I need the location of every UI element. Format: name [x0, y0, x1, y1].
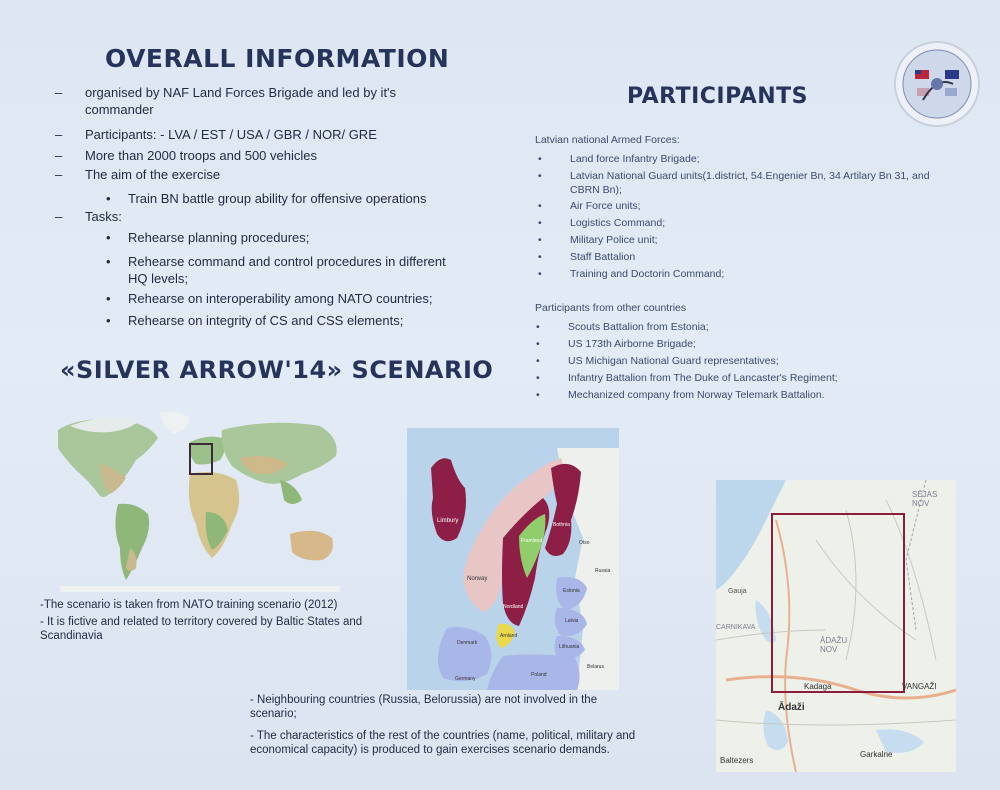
participant-item: • Scouts Battalion from Estonia;	[536, 321, 709, 333]
list-mark: •	[106, 191, 111, 206]
participant-text: Land force Infantry Brigade;	[570, 153, 700, 165]
overview-item-text: Rehearse on integrity of CS and CSS elements;	[128, 313, 404, 328]
participant-item: • Logistics Command;	[538, 217, 666, 229]
map-label-poland: Poland	[531, 672, 547, 678]
participant-text: Latvian National Guard units(1.district, 54.Engenier Bn, 34 Artilary Bn 31, and CBRN Bn);	[570, 170, 930, 196]
scenario-caption-characteristics: - The characteristics of the rest of the countries (name, political, military and economical capacity) is produced to gain exercises scenario demands.	[250, 730, 636, 756]
map-label-kadaga: Kadaga	[804, 682, 832, 691]
adazi-area-map	[716, 480, 956, 772]
overview-item	[55, 147, 485, 164]
participant-item: • Infantry Battalion from The Duke of Lancaster's Regiment;	[536, 372, 838, 384]
map-label-baltezers: Baltezers	[720, 756, 754, 765]
scenario-caption-source: -The scenario is taken from NATO training scenario (2012)	[40, 599, 338, 611]
world-map	[40, 408, 350, 593]
overview-item	[55, 166, 485, 183]
scenario-title: «SILVER ARROW'14» SCENARIO	[60, 356, 494, 384]
participant-item: • Staff Battalion	[538, 251, 636, 263]
map-label-adazu-nov: ĀDAŽU NOV	[820, 636, 848, 654]
list-mark: –	[55, 127, 63, 142]
participant-text: Military Police unit;	[570, 234, 658, 246]
participant-text: US Michigan National Guard representatives;	[568, 355, 779, 367]
list-mark: –	[55, 148, 63, 163]
other-countries-heading: Participants from other countries	[535, 302, 687, 314]
map-label-belarus: Belarus	[587, 664, 604, 670]
map-label-sejas: SĒJAS NOV	[912, 490, 938, 508]
overview-item-text: organised by NAF Land Forces Brigade and led by it's commander	[85, 85, 397, 117]
overview-item-text: Rehearse command and control procedures in different HQ levels;	[128, 254, 446, 286]
overview-item-text: The aim of the exercise	[85, 167, 221, 182]
overview-item-text: Rehearse on interoperability among NATO countries;	[128, 291, 433, 306]
overall-information-title: OVERALL INFORMATION	[105, 44, 450, 73]
list-mark: •	[106, 313, 111, 328]
overview-item	[106, 312, 488, 329]
list-mark: •	[106, 291, 111, 306]
participant-text: Training and Doctorin Command;	[570, 268, 725, 280]
map-label-carnikava: CARNIKAVA	[716, 624, 756, 631]
map-label-limbury: Limbury	[437, 518, 459, 524]
participant-text: Scouts Battalion from Estonia;	[568, 321, 709, 333]
participant-item: • Military Police unit;	[538, 234, 658, 246]
participant-item: • Latvian National Guard units(1.district, 54.Engenier Bn, 34 Artilary Bn 31, and CBRN Bn);	[538, 170, 930, 196]
overview-item-text: Rehearse planning procedures;	[128, 230, 310, 245]
map-label-denmark: Denmark	[457, 640, 478, 646]
scenario-caption-fictive: - It is fictive and related to territory covered by Baltic States and Scandinavia	[40, 616, 363, 642]
participant-text: Mechanized company from Norway Telemark Battalion.	[568, 389, 825, 401]
participant-item: • Land force Infantry Brigade;	[538, 153, 700, 165]
map-label-garkalne: Garkalne	[860, 750, 893, 759]
map-label-latvia: Latvia	[565, 618, 579, 624]
participant-text: Air Force units;	[570, 200, 641, 212]
participant-text: Staff Battalion	[570, 251, 636, 263]
map-label-arnland: Arnland	[500, 633, 518, 639]
map-label-estonia: Estonia	[563, 588, 580, 594]
overview-item	[106, 253, 468, 287]
map-label-otso: Otso	[579, 540, 590, 546]
overview-item	[55, 84, 435, 118]
list-mark: •	[106, 230, 111, 245]
map-label-nordland: Nordland	[503, 604, 524, 610]
overview-item	[55, 126, 485, 143]
participant-item: • US 173th Airborne Brigade;	[536, 338, 696, 350]
overview-item	[106, 190, 488, 207]
map-label-adazi: Ādaži	[778, 702, 805, 713]
participant-item: • Training and Doctorin Command;	[538, 268, 725, 280]
list-mark: –	[55, 209, 63, 224]
participant-item: • Air Force units;	[538, 200, 641, 212]
latvian-forces-heading: Latvian national Armed Forces:	[535, 134, 680, 146]
map-label-norway: Norway	[467, 576, 488, 582]
participant-item: • Mechanized company from Norway Telemark Battalion.	[536, 389, 825, 401]
map-label-vangazi: VANGAŽI	[902, 682, 937, 691]
overview-item-text: Train BN battle group ability for offensive operations	[128, 191, 427, 206]
list-mark: –	[55, 167, 63, 182]
map-label-gauja: Gauja	[728, 588, 747, 595]
participants-title: PARTICIPANTS	[627, 84, 809, 109]
list-mark: •	[106, 254, 111, 269]
map-label-germany: Germany	[455, 676, 476, 682]
overview-item	[106, 290, 488, 307]
overview-item-text: Participants: - LVA / EST / USA / GBR / NOR/ GRE	[85, 127, 377, 142]
map-label-bothnia: Bothnia	[553, 522, 570, 528]
overview-item-text: More than 2000 troops and 500 vehicles	[85, 148, 317, 163]
participant-text: US 173th Airborne Brigade;	[568, 338, 696, 350]
participant-item: • US Michigan National Guard representatives;	[536, 355, 779, 367]
scenario-caption-neighbours: - Neighbouring countries (Russia, Belorussia) are not involved in the scenario;	[250, 694, 598, 720]
overview-item	[55, 208, 485, 225]
scandinavia-scenario-map	[407, 428, 619, 690]
participant-text: Infantry Battalion from The Duke of Lancaster's Regiment;	[568, 372, 838, 384]
exercise-emblem-logo	[893, 40, 981, 128]
participant-text: Logistics Command;	[570, 217, 666, 229]
overview-item-text: Tasks:	[85, 209, 122, 224]
list-mark: –	[55, 85, 63, 100]
overview-item	[106, 229, 468, 246]
map-label-lithuania: Lithuania	[559, 644, 580, 650]
map-label-framland: Framland	[521, 538, 543, 544]
map-label-russia: Russia	[595, 568, 611, 574]
